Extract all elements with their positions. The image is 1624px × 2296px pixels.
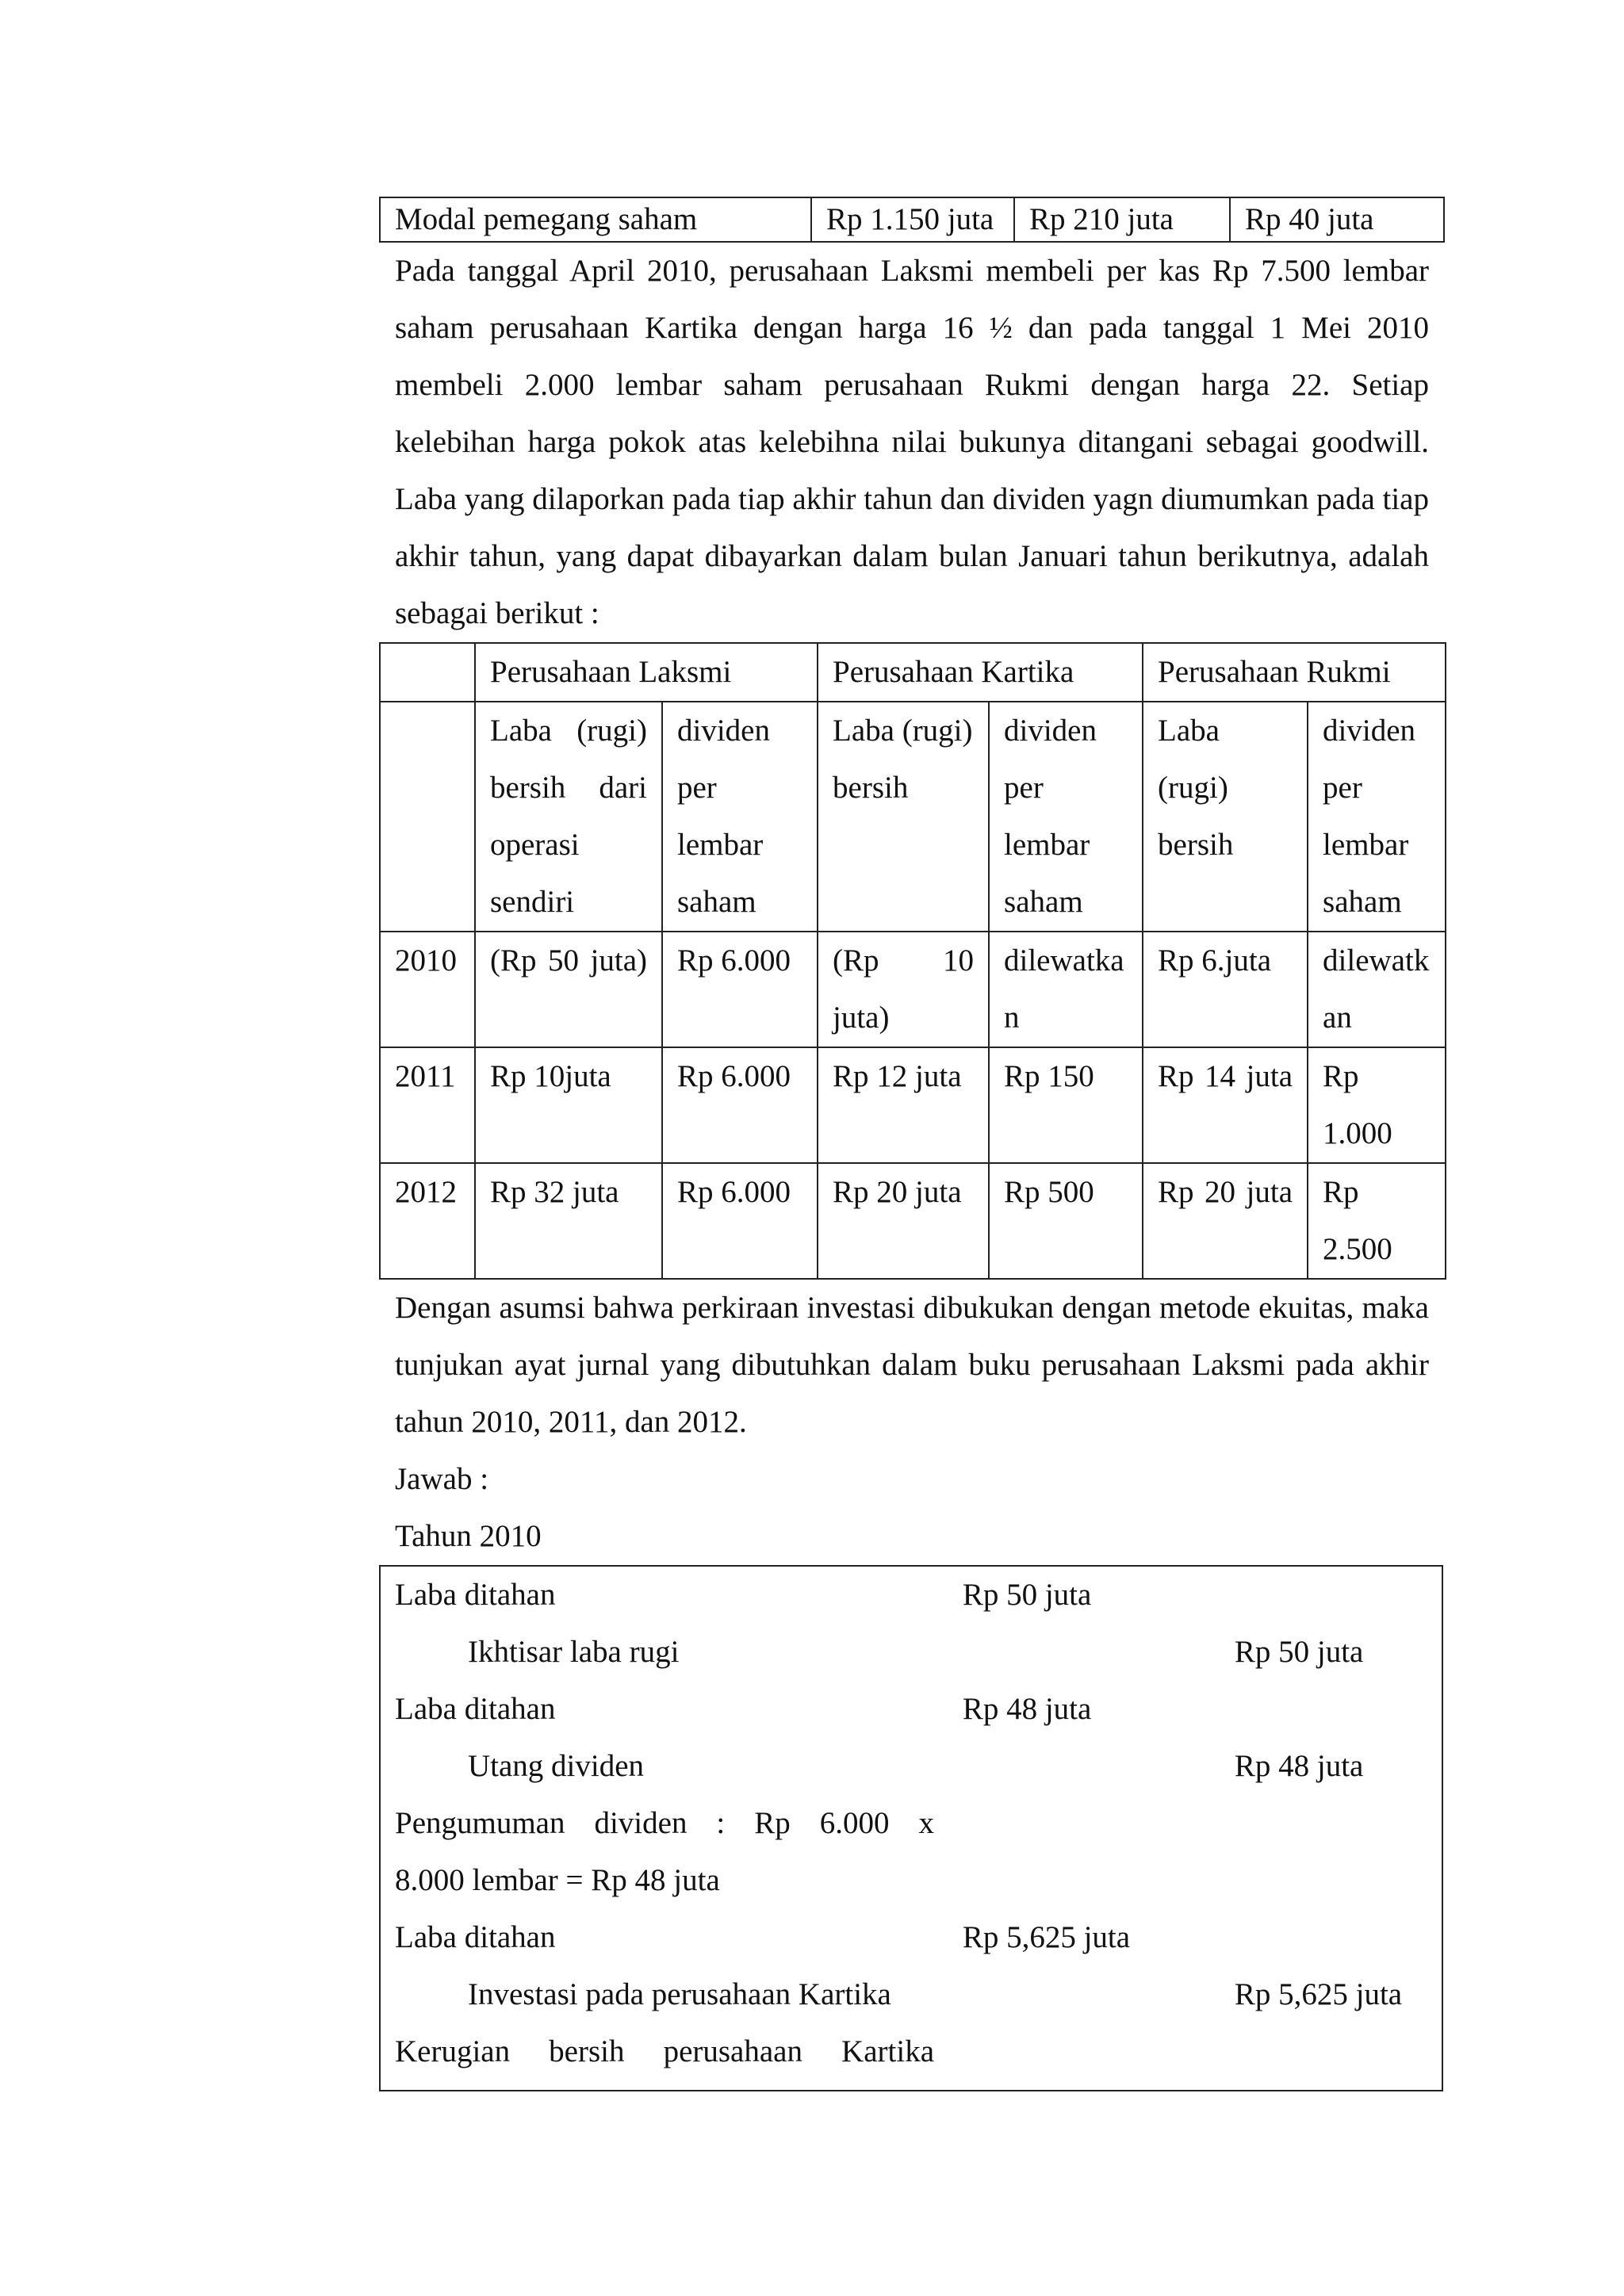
journal-credit (1235, 1909, 1442, 1966)
journal-row (381, 1681, 1442, 1738)
equity-value-laksmi: Rp 1.150 juta (811, 197, 1014, 242)
table-cell: dilewatkan (989, 932, 1143, 1047)
year-cell: 2011 (380, 1047, 475, 1163)
answer-label: Jawab : (395, 1462, 489, 1496)
table-cell: Rp 6.000 (662, 932, 818, 1047)
empty-cell (380, 702, 475, 932)
table-cell: (Rp 50 juta) (475, 932, 662, 1047)
journal-debit (963, 1966, 1235, 2023)
journal-debit (963, 1624, 1235, 1681)
subheader-cell: dividen per lembar saham (662, 702, 818, 932)
table-cell: Rp 150 (989, 1047, 1143, 1163)
question-paragraph: Dengan asumsi bahwa perkiraan investasi dibukukan dengan metode ekuitas, maka tunjukan ayat jurnal yang dibutuhkan dalam buku perusahaan Laksmi pada akhir tahun 2010, 2011, dan 2012. (395, 1291, 1429, 1439)
year-cell: 2012 (380, 1163, 475, 1279)
header-rukmi: Perusahaan Rukmi (1143, 643, 1446, 702)
table-row (380, 932, 1446, 1047)
journal-account: Utang dividen (468, 1749, 645, 1783)
table-row (380, 702, 1446, 932)
equity-value-rukmi: Rp 40 juta (1230, 197, 1444, 242)
journal-note: 8.000 lembar = Rp 48 juta (395, 1863, 720, 1897)
journal-account: Laba ditahan (395, 1692, 556, 1726)
journal-credit: Rp 48 juta (1234, 1749, 1364, 1783)
journal-credit (1235, 1567, 1442, 1624)
year-heading: Tahun 2010 (395, 1519, 542, 1553)
table-row (380, 643, 1446, 702)
table-cell: Rp 2.500 (1308, 1163, 1446, 1279)
table-row (380, 197, 1444, 242)
table-cell: Rp 12 juta (818, 1047, 989, 1163)
table-cell: Rp 20 juta (1143, 1163, 1308, 1279)
table-cell: Rp 6.juta (1143, 932, 1308, 1047)
journal-debit: Rp 50 juta (962, 1578, 1092, 1612)
journal-credit: Rp 5,625 juta (1234, 1977, 1403, 2011)
header-laksmi: Perusahaan Laksmi (475, 643, 818, 702)
subheader-cell: Laba (rugi) bersih dari operasi sendiri (475, 702, 662, 932)
table-cell: Rp 32 juta (475, 1163, 662, 1279)
journal-row (381, 1624, 1442, 1681)
journal-account: Investasi pada perusahaan Kartika (468, 1977, 891, 2011)
table-row (380, 1047, 1446, 1163)
table-cell: Rp 6.000 (662, 1163, 818, 1279)
journal-box (379, 1565, 1443, 2091)
table-cell: (Rp 10 juta) (818, 932, 989, 1047)
journal-row (381, 1909, 1442, 1966)
journal-debit (963, 1738, 1235, 1795)
journal-account: Ikhtisar laba rugi (468, 1635, 680, 1669)
subheader-cell: dividen per lembar saham (989, 702, 1143, 932)
journal-credit (1235, 1681, 1442, 1738)
journal-debit: Rp 48 juta (962, 1692, 1092, 1726)
table-cell: Rp 10juta (475, 1047, 662, 1163)
table-row (380, 1163, 1446, 1279)
journal-credit: Rp 50 juta (1234, 1635, 1364, 1669)
table-cell: Rp 500 (989, 1163, 1143, 1279)
equity-value-kartika: Rp 210 juta (1014, 197, 1230, 242)
header-kartika: Perusahaan Kartika (818, 643, 1143, 702)
table-cell: dilewatkan (1308, 932, 1446, 1047)
subheader-cell: Laba (rugi) bersih (818, 702, 989, 932)
table-cell: Rp 6.000 (662, 1047, 818, 1163)
problem-paragraph: Pada tanggal April 2010, perusahaan Laksmi membeli per kas Rp 7.500 lembar saham perusahaan Kartika dengan harga 16 ½ dan pada tanggal 1 Mei 2010 membeli 2.000 lembar saham perusahaan Rukmi dengan harga 22. Setiap kelebihan harga pokok atas kelebihna nilai bukunya ditangani sebagai goodwill. Laba yang dilaporkan pada tiap akhir tahun dan dividen yagn diumumkan pada tiap akhir tahun, yang dapat dibayarkan dalam bulan Januari tahun berikutnya, adalah sebagai berikut : (395, 254, 1429, 630)
journal-account: Laba ditahan (395, 1578, 556, 1612)
equity-label: Modal pemegang saham (380, 197, 811, 242)
journal-row (381, 1966, 1442, 2023)
journal-row (381, 1567, 1442, 1624)
journal-note: Pengumuman dividen : Rp 6.000 x (395, 1806, 934, 1840)
year-cell: 2010 (380, 932, 475, 1047)
subheader-cell: dividen per lembar saham (1308, 702, 1446, 932)
table-cell: Rp 20 juta (818, 1163, 989, 1279)
journal-note: Kerugian bersih perusahaan Kartika (395, 2034, 934, 2068)
subheader-cell: Laba (rugi) bersih (1143, 702, 1308, 932)
equity-table (379, 197, 1445, 243)
empty-cell (380, 643, 475, 702)
journal-debit: Rp 5,625 juta (962, 1920, 1131, 1954)
table-cell: Rp 1.000 (1308, 1047, 1446, 1163)
document-page (379, 197, 1443, 2091)
journal-account: Laba ditahan (395, 1920, 556, 1954)
table-cell: Rp 14 juta (1143, 1047, 1308, 1163)
profit-dividend-table (379, 642, 1446, 1280)
journal-row (381, 1738, 1442, 1795)
